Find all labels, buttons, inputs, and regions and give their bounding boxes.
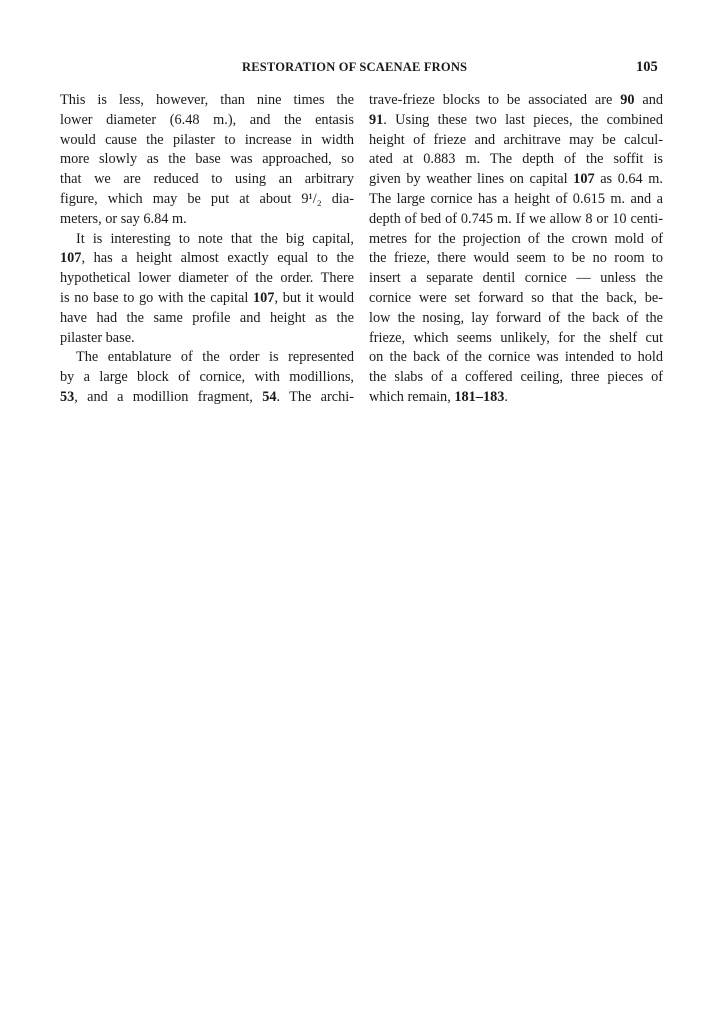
body-line: low the nosing, lay forward of the back of the [369,309,663,326]
body-line: is no base to go with the capital 107, but it would [60,289,354,306]
body-line: would cause the pilaster to increase in width [60,131,354,148]
body-line: the slabs of a coffered ceiling, three pieces of [369,369,663,386]
body-line: trave-frieze blocks to be associated are 90 and [369,92,663,108]
body-line: that we are reduced to using an arbitrary [60,171,354,188]
body-line: 107, has a height almost exactly equal to the [60,250,354,267]
body-line: lower diameter (6.48 m.), and the entasis [60,111,354,128]
body-line: have had the same profile and height as the [60,309,354,326]
body-line: more slowly as the base was approached, so [60,151,354,168]
left-column [60,91,354,408]
body-line: given by weather lines on capital 107 as 0.64 m. [369,171,663,188]
body-line: figure, which may be put at about 9¹/₂ dia- [60,190,354,207]
page-number: 105 [636,59,658,75]
body-line: The entablature of the order is represented [76,349,354,366]
running-title: RESTORATION OF SCAENAE FRONS [242,60,468,74]
body-line: hypothetical lower diameter of the order. There [60,270,354,287]
running-header [0,60,719,80]
body-line: metres for the projection of the crown mold of [369,230,663,247]
body-line: frieze, which seems unlikely, for the shelf cut [369,329,663,346]
body-line: height of frieze and architrave may be calcul- [369,131,663,148]
body-line: 53, and a modillion fragment, 54. The archi- [60,388,354,405]
body-line: ated at 0.883 m. The depth of the soffit is [369,151,663,168]
body-line: which remain, 181–183. [369,388,508,405]
body-line: It is interesting to note that the big capital, [76,230,354,247]
body-line: insert a separate dentil cornice — unless the [369,270,663,287]
body-line: The large cornice has a height of 0.615 m. and a [369,190,663,207]
body-line: the frieze, there would seem to be no room to [369,250,663,267]
right-column [369,91,663,408]
body-line: on the back of the cornice was intended to hold [369,349,663,366]
body-line: by a large block of cornice, with modillions, [60,369,354,386]
body-line: 91. Using these two last pieces, the combined [369,111,663,128]
body-line: pilaster base. [60,329,135,346]
body-line: depth of bed of 0.745 m. If we allow 8 or 10 centi- [369,210,663,227]
body-line: cornice were set forward so that the back, be- [369,289,663,306]
body-line: This is less, however, than nine times the [60,92,354,108]
body-line: meters, or say 6.84 m. [60,210,187,227]
